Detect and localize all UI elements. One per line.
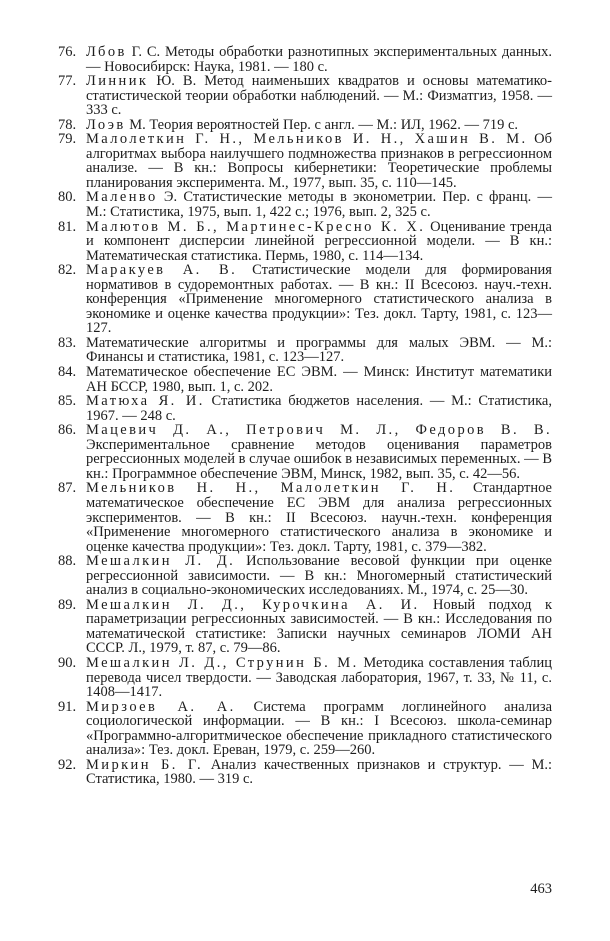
reference-author: Мирзоев А. А. — [86, 698, 236, 715]
reference-number: 80. — [58, 189, 77, 206]
reference-entry — [58, 190, 552, 219]
reference-text: Э. Статистические методы в эконометрии. Пер. с франц. — М.: Статистика, 1975, вып. 1, 422 с.; 1976, вып. 2, 325 с. — [86, 189, 552, 221]
reference-author: Малолеткин Г. Н., Мельников И. Н., Хашин В. М. — [86, 131, 528, 148]
reference-entry — [58, 132, 552, 190]
reference-author: Линник — [86, 73, 149, 90]
reference-author: Мешалкин Л. Д., Струнин Б. М. — [86, 654, 359, 671]
reference-text: Оценивание тренда и компонент дисперсии линейной регрессионной модели. — В кн.: Математическая статистика. Пермь, 1980, с. 114—134. — [86, 218, 552, 264]
reference-entry — [58, 118, 552, 133]
reference-entry — [58, 554, 552, 598]
reference-entry — [58, 598, 552, 656]
reference-entry — [58, 758, 552, 787]
reference-entry — [58, 423, 552, 481]
reference-entry — [58, 700, 552, 758]
reference-author: Мельников Н. Н., Малолеткин Г. Н. — [86, 480, 456, 497]
reference-author: Маракуев А. В. — [86, 262, 238, 279]
reference-author: Мешалкин Л. Д. — [86, 553, 236, 570]
page-number: 463 — [530, 881, 552, 897]
reference-author: Лбов — [86, 44, 127, 60]
reference-number: 78. — [58, 116, 77, 133]
reference-author: Мацевич Д. А., Петрович М. Л., Федоров В. В. — [86, 422, 552, 439]
reference-entry — [58, 220, 552, 264]
reference-text: Ю. В. Метод наименьших квадратов и основы математико-статистической теории обработки наблюдений. — М.: Физматгиз, 1958. — 333 с. — [86, 73, 552, 119]
reference-number: 83. — [58, 334, 77, 351]
reference-text: Статистические модели для формирования нормативов в судоремонтных работах. — В кн.: II Всесоюз. науч.-техн. конференция «Применение многомерного статистического анализа в экономике и оценке качества продукции»: Тез. докл. Тарту, 1981, с. 123—127. — [86, 262, 552, 337]
reference-number: 76. — [58, 44, 77, 60]
reference-number: 79. — [58, 131, 77, 148]
reference-text: Статистика бюджетов населения. — М.: Статистика, 1967. — 248 с. — [86, 393, 552, 424]
reference-text: Анализ качественных признаков и структур. — М.: Статистика, 1980. — 319 с. — [86, 756, 552, 788]
reference-entry — [58, 74, 552, 118]
reference-entry — [58, 45, 552, 74]
reference-number: 82. — [58, 262, 77, 279]
reference-text: Стандартное математическое обеспечение ЕС ЭВМ для анализа регрессионных экспериментов. — В кн.: II Всесоюз. научн.-техн. конференция «Применение многомерного статистического анализа в экономике и оценке качества продукции»: Тез. докл. Тарту, 1981, с. 379—382. — [86, 480, 552, 555]
reference-number: 89. — [58, 596, 77, 613]
reference-number: 81. — [58, 218, 77, 235]
reference-number: 92. — [58, 756, 77, 773]
reference-text: Математическое обеспечение ЕС ЭВМ. — Минск: Институт математики АН БССР, 1980, вып. 1, с. 202. — [86, 364, 552, 395]
reference-author: Мешалкин Л. Д., Курочкина А. И. — [86, 596, 420, 613]
reference-text: Методика составления таблиц перевода чисел твердости. — Заводская лаборатория, 1967, т. 33, № 11, с. 1408—1417. — [86, 654, 553, 701]
reference-number: 85. — [58, 393, 77, 410]
reference-text: Использование весовой функции при оценке регрессионной зависимости. — В кн.: Многомерный статистический анализ в социально-экономических исследованиях. М., 1974, с. 25—30. — [86, 553, 552, 599]
reference-number: 77. — [58, 73, 77, 90]
reference-entry — [58, 365, 552, 394]
reference-entry — [58, 481, 552, 554]
reference-text: Экспериментальное сравнение методов оценивания параметров регрессионных моделей в случае ошибок в независимых переменных. — В кн.: Программное обеспечение ЭВМ, Минск, 1982, вып. 35, с. 42—56. — [86, 436, 552, 482]
reference-author: Малютов М. Б., Мартинес-Кресно К. Х. — [86, 218, 426, 235]
reference-number: 87. — [58, 480, 77, 497]
reference-number: 91. — [58, 698, 77, 715]
reference-text: Об алгоритмах выбора наилучшего подмножества признаков в регрессионном анализе. — В кн.: Вопросы кибернетики: Теоретические проблемы планирования эксперимента. М., 1977, вып. 35, с. 110—145. — [86, 131, 552, 191]
reference-author: Лоэв — [86, 116, 126, 133]
reference-entry — [58, 656, 552, 700]
reference-text: Математические алгоритмы и программы для малых ЭВМ. — М.: Финансы и статистика, 1981, с. 123—127. — [86, 334, 552, 366]
reference-number: 88. — [58, 553, 77, 570]
reference-text: Новый подход к параметризации регрессионных зависимостей. — В кн.: Исследования по математической статистике: Записки научных семинаров ЛОМИ АН СССР. Л., 1979, т. 87, с. 79—86. — [86, 596, 552, 657]
reference-author: Матюха Я. И. — [86, 393, 205, 410]
reference-entry — [58, 394, 552, 423]
reference-number: 86. — [58, 422, 77, 439]
reference-entry — [58, 336, 552, 365]
reference-number: 90. — [58, 654, 77, 671]
reference-entry — [58, 263, 552, 336]
reference-list — [58, 45, 552, 787]
reference-author: Миркин Б. Г. — [86, 756, 203, 773]
reference-number: 84. — [58, 364, 77, 381]
reference-text: М. Теория вероятностей Пер. с англ. — М.: ИЛ, 1962. — 719 с. — [125, 116, 519, 133]
reference-author: Маленво — [86, 189, 158, 206]
reference-text: Г. С. Методы обработки разнотипных экспериментальных данных. — Новосибирск: Наука, 1981. — 180 с. — [86, 44, 552, 75]
reference-text: Система программ логлинейного анализа социологической информации. — В кн.: I Всесоюз. школа-семинар «Программно-алгоритмическое обеспечение прикладного статистического анализа»: Тез. докл. Ереван, 1979, с. 259—260. — [86, 698, 553, 759]
